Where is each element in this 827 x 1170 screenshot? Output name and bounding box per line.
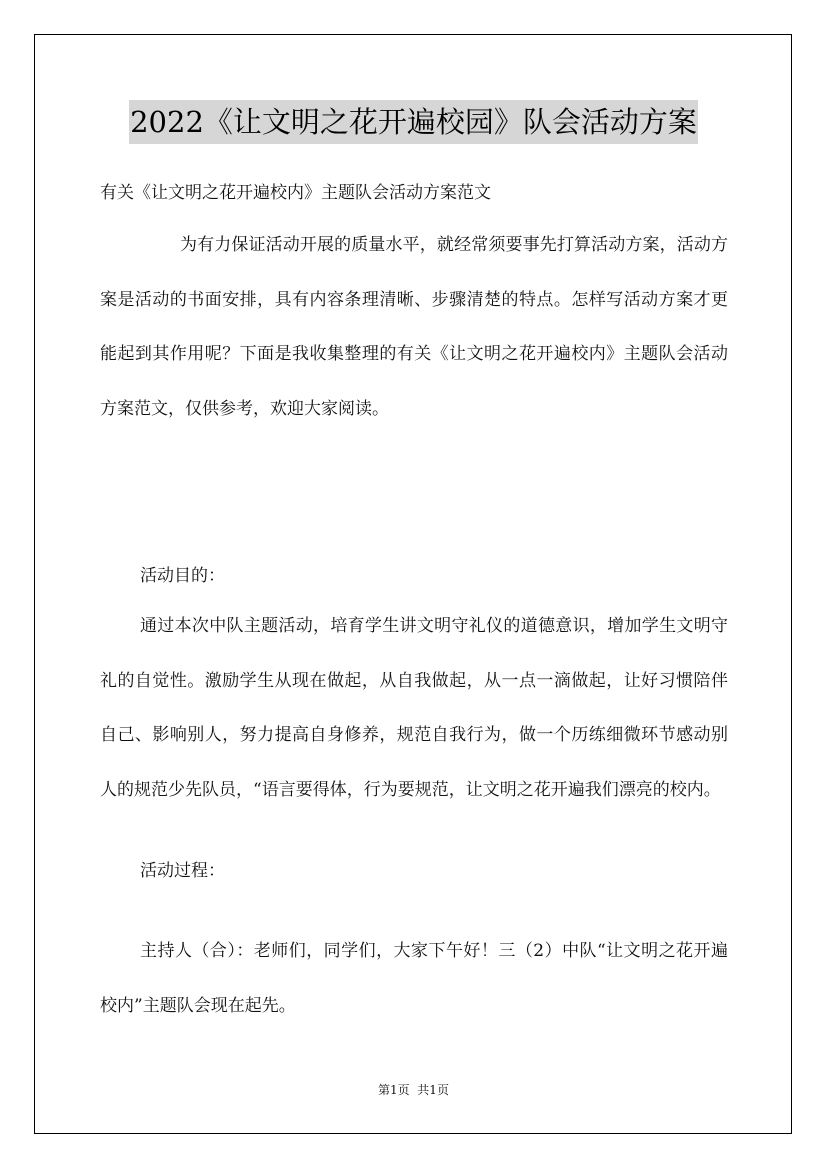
title-container (0, 100, 827, 144)
heading-activity-process: 活动过程： (140, 861, 225, 881)
page-footer: 第1页 共1页 (378, 1083, 449, 1097)
paragraph-activity-process: 主持人（合）：老师们，同学们，大家下午好！三（2）中队“让文明之花开遍校内”主题队会现在起先。 (100, 941, 728, 1016)
paragraph-introduction: 为有力保证活动开展的质量水平，就经常须要事先打算活动方案，活动方案是活动的书面安排，具有内容条理清晰、步骤清楚的特点。怎样写活动方案才更能起到其作用呢？下面是我收集整理的有关《让文明之花开遍校内》主题队会活动方案范文，仅供参考，欢迎大家阅读。 (100, 235, 728, 419)
paragraph-activity-purpose: 通过本次中队主题活动，培育学生讲文明守礼仪的道德意识，增加学生文明守礼的自觉性。激励学生从现在做起，从自我做起，从一点一滴做起，让好习惯陪伴自己、影响别人，努力提高自身修养，规范自我行为，做一个历练细微环节感动别人的规范少先队员，“语言要得体，行为要规范，让文明之花开遍我们漂亮的校内。 (100, 616, 728, 800)
intro-line: 有关《让文明之花开遍校内》主题队会活动方案范文 (100, 183, 491, 203)
heading-activity-purpose: 活动目的： (140, 566, 225, 586)
document-title: 2022《让文明之花开遍校园》队会活动方案 (129, 100, 698, 144)
